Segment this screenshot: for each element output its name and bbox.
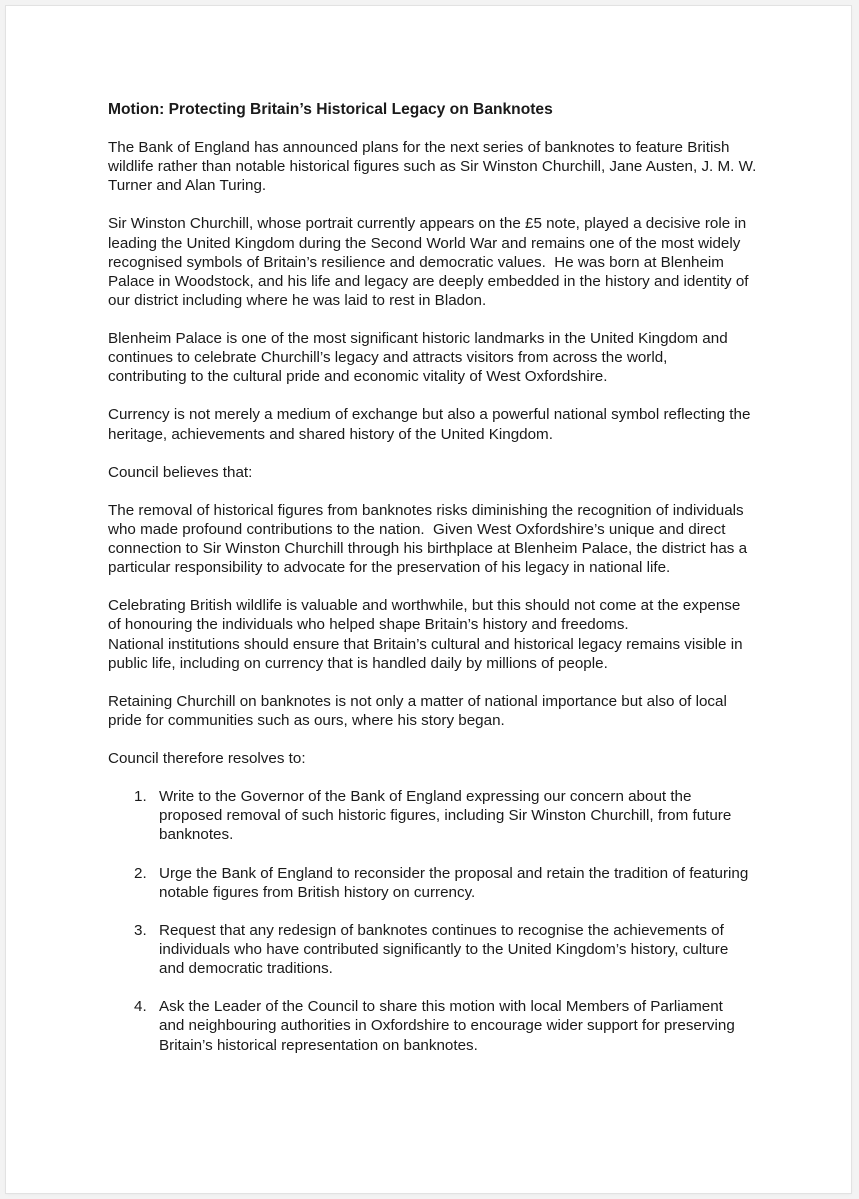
text-line: Council believes that: xyxy=(108,463,253,481)
text-line: Retaining Churchill on banknotes is not only a matter of national importance but also of local xyxy=(108,692,727,710)
text-line: and democratic traditions. xyxy=(159,960,333,978)
paragraph xyxy=(108,214,758,309)
paragraph xyxy=(108,501,758,577)
text-line: Request that any redesign of banknotes continues to recognise the achievements of xyxy=(159,921,724,939)
list-item xyxy=(108,864,758,902)
text-line: leading the United Kingdom during the Second World War and remains one of the most widely xyxy=(108,234,741,252)
text-line: contributing to the cultural pride and economic vitality of West Oxfordshire. xyxy=(108,368,608,386)
text-line: recognised symbols of Britain’s resilience and democratic values. He was born at Blenheim xyxy=(108,253,724,271)
document-page xyxy=(6,6,851,1193)
text-line: The Bank of England has announced plans for the next series of banknotes to feature British xyxy=(108,139,730,157)
list-number: 2. xyxy=(134,864,147,882)
text-line: public life, including on currency that is handled daily by millions of people. xyxy=(108,654,608,672)
text-line: Ask the Leader of the Council to share this motion with local Members of Parliament xyxy=(159,998,723,1016)
text-line: Celebrating British wildlife is valuable and worthwhile, but this should not come at the expense xyxy=(108,597,741,615)
paragraph xyxy=(108,463,758,482)
text-line: National institutions should ensure that Britain’s cultural and historical legacy remains visible in xyxy=(108,635,743,653)
resolutions-list xyxy=(108,787,758,1054)
paragraph xyxy=(108,405,758,443)
paragraph xyxy=(108,692,758,730)
paragraph xyxy=(108,138,758,195)
text-line: who made profound contributions to the nation. Given West Oxfordshire’s unique and direct xyxy=(108,520,726,538)
text-line: heritage, achievements and shared history of the United Kingdom. xyxy=(108,425,553,443)
text-line: of honouring the individuals who helped shape Britain’s history and freedoms. xyxy=(108,616,629,634)
text-line: Blenheim Palace is one of the most significant historic landmarks in the United Kingdom and xyxy=(108,330,728,348)
motion-title: Motion: Protecting Britain’s Historical Legacy on Banknotes xyxy=(108,101,553,118)
text-line: banknotes. xyxy=(159,826,234,844)
list-number: 3. xyxy=(134,921,147,939)
list-item xyxy=(108,787,758,844)
text-line: notable figures from British history on currency. xyxy=(159,883,476,901)
text-line: pride for communities such as ours, where his story began. xyxy=(108,711,505,729)
text-line: Urge the Bank of England to reconsider the proposal and retain the tradition of featuring xyxy=(159,864,749,882)
text-line: wildlife rather than notable historical figures such as Sir Winston Churchill, Jane Austen, J. M. W. xyxy=(108,158,757,176)
text-line: our district including where he was laid to rest in Bladon. xyxy=(108,291,487,309)
document-content xyxy=(108,100,758,1074)
text-line: proposed removal of such historic figures, including Sir Winston Churchill, from future xyxy=(159,807,732,825)
text-line: The removal of historical figures from banknotes risks diminishing the recognition of individuals xyxy=(108,501,744,519)
text-line: continues to celebrate Churchill’s legacy and attracts visitors from across the world, xyxy=(108,349,668,367)
list-item xyxy=(108,921,758,978)
text-line: Turner and Alan Turing. xyxy=(108,177,267,195)
list-number: 1. xyxy=(134,788,147,806)
text-line: Palace in Woodstock, and his life and legacy are deeply embedded in the history and identity of xyxy=(108,272,749,290)
paragraph xyxy=(108,596,758,672)
text-line: and neighbouring authorities in Oxfordshire to encourage wider support for preserving xyxy=(159,1017,735,1035)
text-line: Britain’s historical representation on banknotes. xyxy=(159,1036,478,1054)
list-number: 4. xyxy=(134,998,147,1016)
text-line: individuals who have contributed significantly to the United Kingdom’s history, culture xyxy=(159,941,729,959)
paragraph xyxy=(108,749,758,768)
text-line: particular responsibility to advocate for the preservation of his legacy in national life. xyxy=(108,559,671,577)
list-item xyxy=(108,997,758,1054)
text-line: Council therefore resolves to: xyxy=(108,750,306,768)
text-line: Currency is not merely a medium of exchange but also a powerful national symbol reflecting the xyxy=(108,406,751,424)
text-line: connection to Sir Winston Churchill through his birthplace at Blenheim Palace, the district has a xyxy=(108,540,748,558)
paragraph xyxy=(108,329,758,386)
text-line: Sir Winston Churchill, whose portrait currently appears on the £5 note, played a decisive role in xyxy=(108,215,747,233)
text-line: Write to the Governor of the Bank of England expressing our concern about the xyxy=(159,788,692,806)
